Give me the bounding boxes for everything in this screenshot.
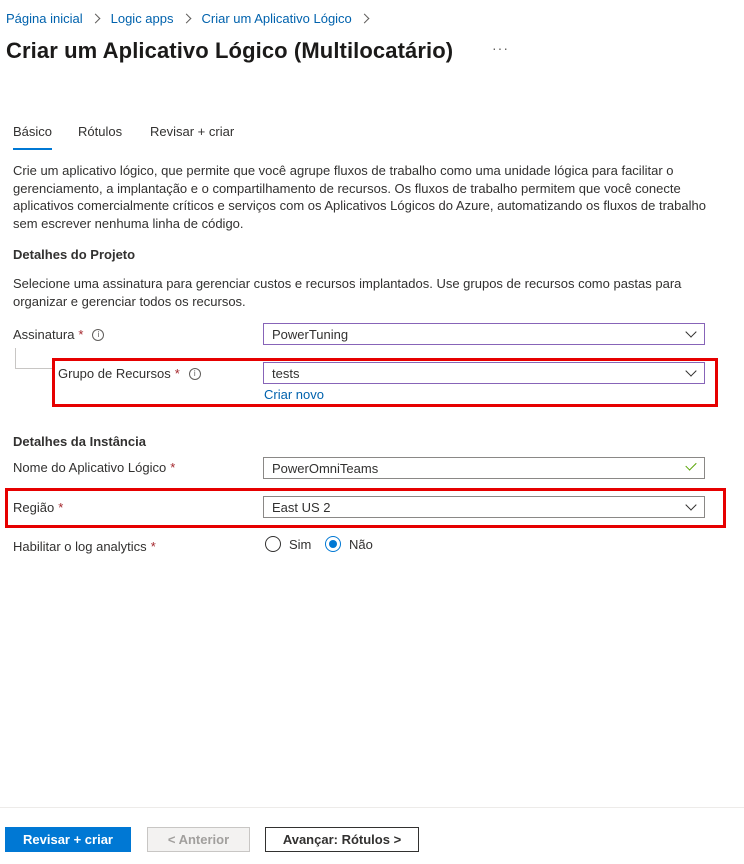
radio-selected-dot [329,540,337,548]
previous-button[interactable]: < Anterior [147,827,250,852]
required-asterisk: * [58,500,64,515]
footer-divider [0,807,744,808]
required-asterisk: * [150,539,156,554]
tree-connector-vertical [15,348,16,369]
review-create-button[interactable]: Revisar + criar [5,827,131,852]
breadcrumb-home[interactable]: Página inicial [6,11,83,26]
chevron-down-icon [685,499,696,510]
info-icon[interactable]: i [92,329,104,341]
resource-group-dropdown[interactable] [263,362,705,384]
project-details-description: Selecione uma assinatura para gerenciar custos e recursos implantados. Use grupos de recursos como pastas para organizar e gerenciar todos os recursos. [13,276,682,309]
log-analytics-no-label[interactable]: Não [349,537,373,552]
more-options-icon[interactable]: ··· [492,40,509,56]
tab-review-create[interactable]: Revisar + criar [150,124,235,139]
project-details-heading: Detalhes do Projeto [13,247,136,262]
resource-group-value: tests [272,365,300,381]
log-analytics-label [13,539,156,554]
subscription-label-text: Assinatura [13,327,75,342]
chevron-right-icon [90,14,100,24]
app-name-label-text: Nome do Aplicativo Lógico [13,460,167,475]
chevron-down-icon [685,365,696,376]
app-name-input[interactable] [263,457,705,479]
subscription-value: PowerTuning [272,326,349,342]
log-analytics-yes-radio[interactable] [265,536,281,552]
tree-connector-horizontal [15,368,52,369]
instance-details-heading: Detalhes da Instância [13,434,146,449]
page-title: Criar um Aplicativo Lógico (Multilocatário) [6,38,454,63]
required-asterisk: * [170,460,176,475]
chevron-right-icon [359,14,369,24]
create-new-link[interactable]: Criar novo [264,387,324,402]
intro-description: Crie um aplicativo lógico, que permite que você agrupe fluxos de trabalho como uma unidade lógica para facilitar o gerenciamento, a implantação e o compartilhamento de recursos. Os fluxos de trabalho permitem que você conecte aplicativos comercialmente críticos e serviços com os Aplicativos Lógicos do Azure, automatizando os fluxos de trabalho sem escrever nenhuma linha de código. [13,163,706,231]
breadcrumb-create-logic-app[interactable]: Criar um Aplicativo Lógico [201,11,352,26]
region-label [13,500,63,515]
resource-group-label-text: Grupo de Recursos [58,366,171,381]
region-label-text: Região [13,500,55,515]
log-analytics-no-radio[interactable] [325,536,341,552]
chevron-right-icon [181,14,191,24]
required-asterisk: * [174,366,180,381]
breadcrumb [6,11,380,26]
chevron-down-icon [685,326,696,337]
subscription-label [13,327,104,342]
info-icon[interactable]: i [189,368,201,380]
next-tags-button[interactable]: Avançar: Rótulos > [265,827,419,852]
region-dropdown[interactable] [263,496,705,518]
resource-group-label [58,366,201,381]
log-analytics-label-text: Habilitar o log analytics [13,539,147,554]
tab-tags[interactable]: Rótulos [78,124,123,139]
required-asterisk: * [78,327,84,342]
region-value: East US 2 [272,499,331,515]
tab-basics[interactable]: Básico [13,124,53,139]
breadcrumb-logic-apps[interactable]: Logic apps [110,11,174,26]
app-name-label [13,460,175,475]
subscription-dropdown[interactable] [263,323,705,345]
app-name-value: PowerOmniTeams [272,460,379,476]
checkmark-icon [685,459,696,470]
log-analytics-yes-label[interactable]: Sim [289,537,312,552]
